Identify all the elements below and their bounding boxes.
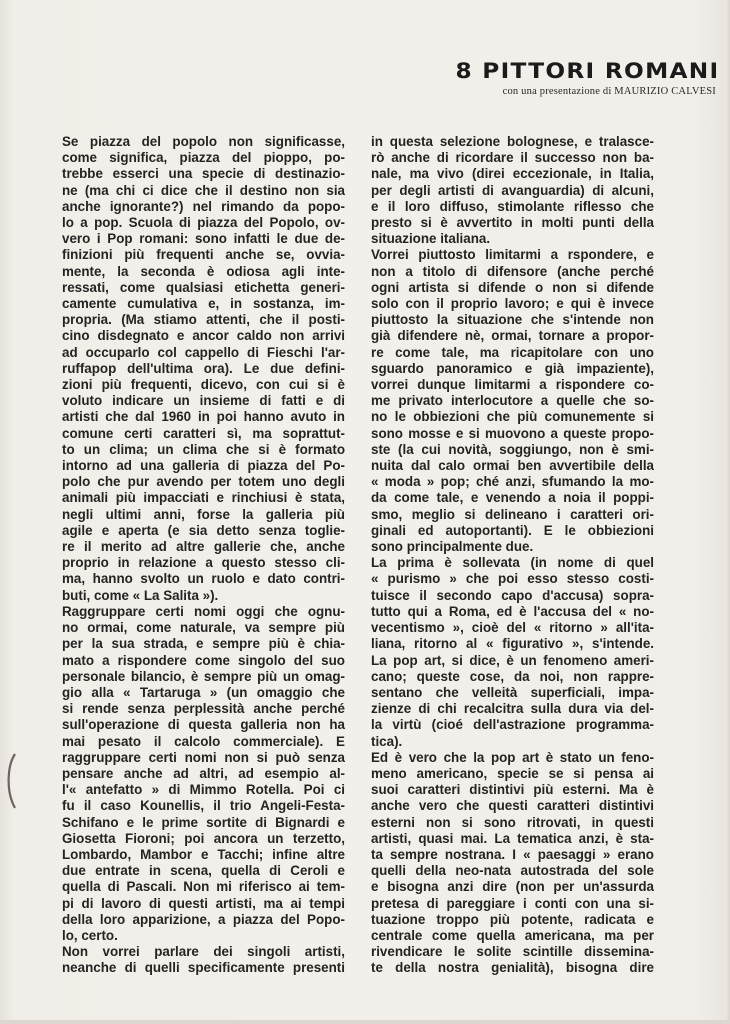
article-subtitle: con una presentazione di MAURIZIO CALVESI [502,86,716,97]
text-line-content: quelli della neo-nata autostrada del sole [371,863,654,879]
text-line [62,296,345,312]
text-line-content: quella di Pascali. Non mi riferisco ai tem- [62,879,345,895]
text-column-right [371,134,654,977]
text-line [371,345,654,361]
text-line [62,588,345,604]
text-line [371,766,654,782]
text-line [62,847,345,863]
text-line-content: anche ignorante?) nel rimando da popo- [62,198,345,214]
text-line-content: comune certi caratteri sì, ma soprattut- [62,425,345,441]
text-line-content: tuazione troppo più potente, radicata e [371,911,654,927]
text-line-content: ressati, come qualsiasi etichetta generi- [62,279,345,295]
text-line-content: mai pesato il calcolo commerciale). E [62,733,345,749]
text-line [62,669,345,685]
text-line [62,685,345,701]
text-line [371,231,654,247]
text-line [62,734,345,750]
text-line [371,183,654,199]
text-line-content: La pop art, si dice, è un fenomeno ameri- [371,652,654,668]
text-line-content: Ed è vero che la pop art è stato un feno- [371,749,654,765]
text-line-content: no le obbiezioni che più comunemente si [371,409,654,425]
text-line-content: camente cumulativa e, in sostanza, im- [62,296,345,312]
text-line [371,717,654,733]
text-line-content: mato a rispondere come singolo del suo [62,652,345,668]
text-line [62,944,345,960]
text-line [371,912,654,928]
text-line-content: artisti che dal 1960 in poi hanno avuto in [62,409,345,425]
text-line [371,863,654,879]
text-column-left [62,134,345,977]
text-line [371,604,654,620]
text-line-content: agile e aperta (e sia detto senza toglie- [62,522,345,538]
text-line-content: situazione italiana. [371,231,491,247]
text-line [62,409,345,425]
text-line [371,653,654,669]
text-line [371,377,654,393]
text-line-content: trebbe esserci una specie di destinazio- [62,166,345,182]
text-line [62,426,345,442]
text-line [371,879,654,895]
text-line-content: e il loro diffuso, stimolante riflesso che [371,198,654,214]
text-line-content: centrale come quella americana, ma per [371,927,654,943]
text-line-content: finizioni più frequenti anche se, ovvia- [62,247,345,263]
text-line [62,928,345,944]
text-line-content: artisti, quasi mai. La tematica anzi, è sta- [371,830,654,846]
text-line-content: da come tale, e venendo a noia il poppi- [371,490,654,506]
text-line-content: zioni più frequenti, dicevo, con cui si è [62,377,345,393]
text-line [62,863,345,879]
text-line-content: me privato interlocutore a quelle che so- [371,393,654,409]
text-line-content: tuisce il secondo capo d'accusa) sopra- [371,587,654,603]
text-line [62,620,345,636]
text-line [62,490,345,506]
text-line [371,896,654,912]
page-edge [0,1020,730,1024]
text-line-content: l'« antefatto » di Mimmo Rotella. Poi ci [62,782,345,798]
text-line [371,636,654,652]
page-edge [726,0,730,1024]
text-line-content: lo, certo. [62,927,118,943]
text-line-content: ad occuparlo col cappello di Fieschi l'ar- [62,344,345,360]
text-line [371,620,654,636]
text-line-content: sguardo panoramico e già impaziente), [371,360,654,376]
text-line [371,588,654,604]
text-line [371,571,654,587]
text-line-content: ste (la cui novità, soggiungo, non è smi- [371,441,654,457]
text-line-content: non a titolo di difensore (anche perché [371,263,654,279]
text-line-content: due entrate in scena, quella di Ceroli e [62,863,345,879]
text-line-content: nuita dal calo ormai ben avvertibile della [371,458,654,474]
text-line [62,183,345,199]
text-line-content: esterni non si sono ritrovati, in questi [371,814,654,830]
text-line-content: la virtù (cioé dell'astrazione programma- [371,717,654,733]
text-line-content: mente, la seconda è odiosa agli inte- [62,263,345,279]
text-line-content: lo a pop. Scuola di piazza del Popolo, ov- [62,215,345,231]
text-line [371,264,654,280]
text-line [371,296,654,312]
text-line-content: piuttosto la situazione che s'intende non [371,312,654,328]
text-line [62,604,345,620]
text-line [62,879,345,895]
text-line [62,150,345,166]
text-line [62,231,345,247]
text-line-content: te della nostra genialità), bisogna dire [371,960,654,976]
text-line [371,426,654,442]
text-line [371,750,654,766]
text-line-content: tica). [371,733,403,749]
text-line [62,442,345,458]
text-line [371,409,654,425]
text-line [371,831,654,847]
text-line-content: sono principalmente due. [371,539,534,555]
text-line [371,523,654,539]
text-line-content: polo che pur avendo per totem uno degli [62,474,345,490]
text-line [371,199,654,215]
text-line-content: della loro apparizione, a piazza del Popo- [62,911,345,927]
text-line-content: ma, hanno svolto un ruolo e dato contri- [62,571,345,587]
text-line [371,685,654,701]
text-line-content: in questa selezione bolognese, e tralasce- [371,134,654,149]
text-line-content: tutto qui a Roma, ed è l'accusa del « no- [371,603,654,619]
text-line-content: cano; queste cose, da noi, non rappre- [371,668,654,684]
text-line-content: ginali ed autoportanti). E le obbiezioni [371,522,654,538]
text-line [62,912,345,928]
article-title: 8 PITTORI ROMANI [455,59,719,84]
text-line [371,798,654,814]
text-line [371,815,654,831]
text-line [62,523,345,539]
text-line-content: negli ultimi anni, forse la galleria più [62,506,345,522]
text-line [62,750,345,766]
text-line-content: rivendicare le solite scintille dissemina- [371,944,654,960]
text-line [371,847,654,863]
text-line-content: Non vorrei parlare dei singoli artisti, [62,944,345,960]
text-line [62,539,345,555]
text-line-content: « moda » pop; ché anzi, sfumando la mo- [371,474,654,490]
text-line-content: vecentismo », cioè del « ritorno » all'ita- [371,620,654,636]
text-line-content: liana, ritorno al « figurativo », s'intende. [371,636,654,652]
text-line [371,328,654,344]
text-line-content: raggruppare certi nomi non si può senza [62,749,345,765]
text-line-content: no ormai, come naturale, va sempre più [62,620,345,636]
text-line-content: ruffapop dell'ultima ora). Le due defini- [62,360,345,376]
text-line-content: La prima è sollevata (in nome di quel [371,555,654,571]
text-line [62,782,345,798]
text-line [62,215,345,231]
text-line [371,215,654,231]
text-line-content: rò anche di ricordare il successo non ba- [371,150,654,166]
text-line [62,393,345,409]
text-line [62,798,345,814]
text-line [62,701,345,717]
text-line [62,653,345,669]
text-line [62,345,345,361]
text-line [371,490,654,506]
text-line [371,960,654,976]
text-line-content: neanche di quelli specificamente presenti [62,960,345,976]
text-line-content: e bisogna anzi dire (non per un'assurda [371,879,654,895]
text-line-content: già difendere nè, ormai, tornare a propor- [371,328,654,344]
text-line-content: intorno ad una galleria di piazza del Po- [62,458,345,474]
text-line [62,831,345,847]
text-line-content: re il merito ad altre gallerie che, anche [62,539,345,555]
text-line [371,134,654,150]
text-line-content: fu il caso Kounellis, il trio Angeli-Festa- [62,798,345,814]
text-line [62,166,345,182]
text-line [62,571,345,587]
text-line-content: suoi caratteri distintivi più esterni. Ma è [371,782,654,798]
text-line-content: personale bilancio, è sempre più un omag- [62,668,345,684]
text-line-content: sentano che velleità superficiali, impa- [371,684,654,700]
text-line-content: Schifano e le prime sortite di Bignardi e [62,814,345,830]
text-line [62,134,345,150]
text-line [62,636,345,652]
text-line-content: si rende senza perplessità anche perché [62,701,345,717]
text-line-content: propria. (Ma stiamo attenti, che il posti- [62,312,345,328]
text-line [371,507,654,523]
text-line-content: ne (ma chi ci dice che il destino non sia [62,182,345,198]
text-line [371,458,654,474]
text-line [62,328,345,344]
text-line-content: pretesa di pareggiare i conti con una si- [371,895,654,911]
text-line [371,361,654,377]
text-line [62,474,345,490]
text-line [62,312,345,328]
text-line-content: cino disdegnato e ancor caldo non arrivi [62,328,345,344]
text-line-content: Vorrei piuttosto limitarmi a rspondere, e [371,247,654,263]
text-line-content: Lombardo, Mambor e Tacchi; infine altre [62,846,345,862]
text-line [62,247,345,263]
text-line-content: Giosetta Fioroni; poi ancora un terzetto, [62,830,345,846]
text-line [371,312,654,328]
text-line [62,815,345,831]
text-line-content: meno americano, specie se si pensa ai [371,765,654,781]
text-line [371,474,654,490]
text-line-content: to un clima; un clima che si è formato [62,441,345,457]
text-line-content: sull'operazione di questa galleria non ha [62,717,345,733]
text-line-content: anche vero che questi caratteri distintivi [371,798,654,814]
text-line-content: animali più impacciati e rinchiusi è stata, [62,490,345,506]
text-line [62,458,345,474]
text-line [62,717,345,733]
text-line [371,782,654,798]
text-line [371,669,654,685]
text-line [62,264,345,280]
text-line-content: nale, ma vivo (direi eccezionale, in Italia, [371,166,654,182]
text-line [62,199,345,215]
text-line [371,166,654,182]
text-line-content: come significa, piazza del pioppo, po- [62,150,345,166]
text-line-content: vorrei dunque limitarmi a rispondere co- [371,377,654,393]
text-line-content: presto si è avvertito in molti punti della [371,215,654,231]
text-line [371,280,654,296]
text-line-content: Se piazza del popolo non significasse, [62,134,345,149]
text-line-content: « purismo » che poi esso stesso costi- [371,571,654,587]
text-line-content: ogni artista si difende o non si difende [371,279,654,295]
text-line-content: ta sempre nostrana. I « paesaggi » erano [371,846,654,862]
text-line-content: proprio in relazione a questo stesso cli- [62,555,345,571]
text-line-content: sono mosse e si muovono a queste propo- [371,425,654,441]
text-line [62,766,345,782]
text-line-content: Raggruppare certi nomi oggi che ognu- [62,603,345,619]
text-line-content: voluto indicare un insieme di fatti e di [62,393,345,409]
text-line-content: pensare anche ad altri, ad esempio al- [62,765,345,781]
text-line-content: vero i Pop romani: sono infatti le due de- [62,231,345,247]
text-line [371,393,654,409]
text-line [62,280,345,296]
text-line [62,361,345,377]
text-line [62,377,345,393]
text-line-content: zienze di chi recalcitra sulla dura via del- [371,701,654,717]
text-line [371,555,654,571]
text-line [371,539,654,555]
text-line [371,928,654,944]
text-line-content: gio alla « Tartaruga » (un omaggio che [62,684,345,700]
text-line [371,734,654,750]
text-line-content: smo, meglio si delineano i caratteri ori- [371,506,654,522]
text-line [62,507,345,523]
text-line [371,247,654,263]
text-line [62,555,345,571]
text-line [371,442,654,458]
text-line-content: solo con il proprio lavoro; e qui è invece [371,296,654,312]
text-line [62,960,345,976]
binding-mark-icon [4,752,18,810]
text-line-content: per la sua strada, e sempre più è chia- [62,636,345,652]
text-line [62,896,345,912]
text-line-content: buti, come « La Salita »). [62,587,219,603]
text-line [371,150,654,166]
text-line-content: re come tale, ma ricapitolare con uno [371,344,654,360]
text-line-content: pi di lavoro di questi artisti, ma ai tempi [62,895,345,911]
article-header [455,59,719,98]
text-line [371,944,654,960]
text-line-content: per degli artisti di avanguardia) di alcuni, [371,182,654,198]
text-line [371,701,654,717]
